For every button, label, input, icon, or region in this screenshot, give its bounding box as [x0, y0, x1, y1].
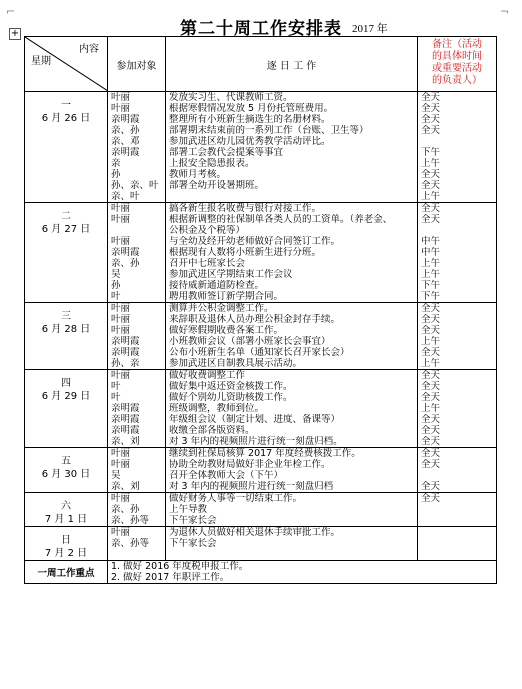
- time-note: 全天: [421, 381, 441, 392]
- participant-line: 亲、孙: [111, 125, 140, 136]
- participant-line: 亲明霞: [111, 425, 140, 436]
- date-label: 6 月 29 日: [41, 391, 91, 402]
- work-item: 根据新调整的社保制单各类人员的工资单。（养老金、: [169, 214, 393, 225]
- participant-line: 叶丽: [111, 92, 131, 103]
- work-cell: [166, 493, 418, 527]
- spacer: [25, 448, 107, 455]
- work-item: 继续到社保局核算 2017 年度经费核拨工作。: [169, 448, 361, 459]
- participant-line: 孙: [111, 280, 121, 291]
- participant-line: 叶丽: [111, 236, 131, 247]
- weekday-cell: [25, 527, 108, 561]
- work-item: 参加武进区自制教具展示活动。: [169, 358, 303, 369]
- work-item: 与全幼及经开幼老师做好合同签订工作。: [169, 236, 341, 247]
- note-header-line: 的具体时间: [432, 51, 482, 62]
- participant-line: 亲: [111, 158, 121, 169]
- work-item: 上午导教: [169, 504, 208, 515]
- participant-line: 亲、叶: [111, 191, 140, 202]
- work-item: 部署全幼开设暑期班。: [169, 180, 265, 191]
- key-work-row: [25, 561, 497, 584]
- participant-line: 亲、孙: [111, 504, 140, 515]
- spacer: [25, 370, 107, 377]
- weekday-cell: [25, 203, 108, 303]
- work-item: 接待威新通道防检查。: [169, 280, 265, 291]
- participant-line: 叶: [111, 291, 121, 302]
- time-note: 全天: [421, 314, 441, 325]
- time-note: 全天: [421, 169, 441, 180]
- spacer: [25, 527, 107, 534]
- weekday-label: 日: [61, 535, 71, 546]
- time-note: 上午: [421, 191, 441, 202]
- margin-mark-top-left: ⌐: [6, 5, 16, 18]
- time-note: 下午: [421, 291, 441, 302]
- spacer: [25, 92, 107, 99]
- work-item: 整理所有小班新生摘选生的名册材料。: [169, 114, 331, 125]
- weekday-label: 二: [61, 211, 71, 222]
- participant-line: 叶丽: [111, 214, 131, 225]
- work-header: 逐 日 工 作: [166, 37, 418, 92]
- participant-line: 叶: [111, 392, 121, 403]
- participant-line: 亲明霞: [111, 147, 140, 158]
- corner-weekday-label: 星期: [31, 56, 51, 67]
- day-row: [25, 527, 497, 561]
- work-item: [169, 191, 417, 202]
- time-note: 全天: [421, 125, 441, 136]
- participants-cell: [108, 203, 166, 303]
- participant-line: 孙、亲、叶: [111, 180, 159, 191]
- time-note: 全天: [421, 459, 441, 470]
- work-item: 发放实习生、代课教师工资。: [169, 92, 293, 103]
- work-item: 做好集中返还资金核拨工作。: [169, 381, 293, 392]
- time-note: 下午: [421, 147, 441, 158]
- time-note: 上午: [421, 358, 441, 369]
- work-item: 收缴全部各版资料。: [169, 425, 255, 436]
- spacer: [25, 203, 107, 210]
- participant-line: [111, 225, 165, 236]
- participant-line: 亲、孙等: [111, 538, 150, 549]
- participants-cell: [108, 92, 166, 203]
- time-note: 全天: [421, 425, 441, 436]
- day-row: [25, 203, 497, 303]
- spacer: [25, 493, 107, 500]
- participant-line: 亲明霞: [111, 347, 140, 358]
- time-note: 全天: [421, 114, 441, 125]
- participant-line: 叶丽: [111, 493, 131, 504]
- participants-cell: [108, 370, 166, 448]
- work-item: 公布小班新生名单（通知家长召开家长会）: [169, 347, 350, 358]
- work-cell: [166, 303, 418, 370]
- key-work-label: 一周工作重点: [25, 561, 108, 584]
- weekday-label: 四: [61, 378, 71, 389]
- work-item: 测算并公积金调整工作。: [169, 303, 274, 314]
- time-note: 上午: [421, 403, 441, 414]
- participant-line: 吴: [111, 470, 121, 481]
- participants-cell: [108, 303, 166, 370]
- work-item: 为退休人员做好相关退休手续审批工作。: [169, 527, 341, 538]
- work-item: 召开中七班家长会: [169, 258, 246, 269]
- note-header-line: 或重要活动: [432, 63, 482, 74]
- work-item: 参加武进区学期结束工作会议: [169, 269, 293, 280]
- time-note: 全天: [421, 392, 441, 403]
- time-note: 全天: [421, 92, 441, 103]
- note-cell: [418, 448, 497, 493]
- time-note: 全天: [421, 303, 441, 314]
- work-item: 班级调整，教师到位。: [169, 403, 265, 414]
- work-item: 对 3 年内的视频照片进行统一刻盘归档。: [169, 436, 343, 447]
- work-item: 下午家长会: [169, 538, 217, 549]
- work-item: 搞各新生报名收费与银行对接工作。: [169, 203, 322, 214]
- participant-line: 亲明霞: [111, 403, 140, 414]
- time-note: 全天: [421, 214, 441, 225]
- participant-line: 亲明霞: [111, 414, 140, 425]
- header-row: [25, 37, 497, 92]
- time-note: [421, 527, 496, 538]
- participant-line: 亲、刘: [111, 481, 140, 492]
- weekday-label: 六: [61, 501, 71, 512]
- time-note: 全天: [421, 347, 441, 358]
- work-cell: [166, 448, 418, 493]
- time-note: 全天: [421, 436, 441, 447]
- work-item: 年级组会议（制定计划、进度、备课等）: [169, 414, 341, 425]
- date-label: 7 月 2 日: [44, 548, 88, 559]
- work-item: 公积金及个税等）: [169, 225, 246, 236]
- participant-line: 亲明霞: [111, 336, 140, 347]
- participant-line: 叶: [111, 381, 121, 392]
- participants-cell: [108, 448, 166, 493]
- time-note: 全天: [421, 481, 441, 492]
- spacer: [25, 303, 107, 310]
- time-note: [421, 136, 496, 147]
- work-item: 上报安全隐患报表。: [169, 158, 255, 169]
- note-cell: [418, 370, 497, 448]
- day-row: [25, 92, 497, 203]
- participant-line: 亲、孙: [111, 258, 140, 269]
- work-item: 小班教师会议（部署小班家长会事宜）: [169, 336, 331, 347]
- date-label: 6 月 28 日: [41, 324, 91, 335]
- work-item: 对 3 年内的视频照片进行统一刻盘归档: [169, 481, 334, 492]
- time-note: 上午: [421, 258, 441, 269]
- work-item: 来辞职及退休人员办理公积金封存手续。: [169, 314, 341, 325]
- participant-line: 亲明霞: [111, 114, 140, 125]
- participant-line: 叶丽: [111, 203, 131, 214]
- work-item: 做好个别幼儿资助核拨工作。: [169, 392, 293, 403]
- time-note: 下午: [421, 280, 441, 291]
- table-move-handle-icon[interactable]: +: [10, 28, 20, 39]
- work-item: 下午家长会: [169, 515, 217, 526]
- note-cell: [418, 203, 497, 303]
- time-note: [421, 225, 496, 236]
- corner-content-label: 内容: [79, 44, 99, 55]
- weekday-label: 五: [61, 456, 71, 467]
- participant-line: 亲、刘: [111, 436, 140, 447]
- participant-line: 叶丽: [111, 448, 131, 459]
- day-row: [25, 448, 497, 493]
- participant-line: 孙: [111, 169, 121, 180]
- time-note: [421, 515, 496, 526]
- participants-cell: [108, 527, 166, 561]
- participant-line: 亲、孙等: [111, 515, 150, 526]
- work-cell: [166, 527, 418, 561]
- work-cell: [166, 370, 418, 448]
- time-note: [421, 538, 496, 549]
- key-work-cell: [108, 561, 497, 584]
- date-label: 7 月 1 日: [44, 514, 88, 525]
- participant-line: 叶丽: [111, 370, 131, 381]
- note-cell: [418, 493, 497, 527]
- participants-header: 参加对象: [108, 37, 166, 92]
- participant-line: 叶丽: [111, 325, 131, 336]
- time-note: 上午: [421, 158, 441, 169]
- work-item: 根据寒假情况发放 5 月份托管班费用。: [169, 103, 334, 114]
- work-cell: [166, 92, 418, 203]
- key-work-item: 1. 做好 2016 年度税申报工作。: [111, 561, 249, 572]
- time-note: 中午: [421, 247, 441, 258]
- time-note: 中午: [421, 236, 441, 247]
- work-item: 做好收费调整工作: [169, 370, 246, 381]
- time-note: [421, 470, 496, 481]
- time-note: 全天: [421, 180, 441, 191]
- time-note: [421, 504, 496, 515]
- participant-line: 叶丽: [111, 459, 131, 470]
- participant-line: 亲、邓: [111, 136, 140, 147]
- day-row: [25, 370, 497, 448]
- corner-header-cell: [25, 37, 108, 92]
- work-item: 教师月考核。: [169, 169, 227, 180]
- time-note: 全天: [421, 325, 441, 336]
- note-cell: [418, 92, 497, 203]
- note-header-line: 备注（活动: [432, 39, 482, 50]
- work-item: 部署期末结束前的一系列工作（台账、卫生等）: [169, 125, 369, 136]
- date-label: 6 月 26 日: [41, 113, 91, 124]
- participant-line: 亲明霞: [111, 247, 140, 258]
- year-label: 2017 年: [352, 23, 388, 35]
- note-header: [418, 37, 497, 92]
- key-work-item: 2. 做好 2017 年职评工作。: [111, 572, 230, 583]
- weekday-label: 一: [61, 100, 71, 111]
- day-row: [25, 493, 497, 527]
- time-note: 全天: [421, 103, 441, 114]
- participant-line: 叶丽: [111, 303, 131, 314]
- time-note: 全天: [421, 448, 441, 459]
- weekday-cell: [25, 370, 108, 448]
- work-item: 做好财务人事等一切结束工作。: [169, 493, 303, 504]
- participant-line: 叶丽: [111, 314, 131, 325]
- day-row: [25, 303, 497, 370]
- work-item: 根据现有人数将小班新生进行分班。: [169, 247, 322, 258]
- work-item: 聘用教师签订新学期合同。: [169, 291, 284, 302]
- date-label: 6 月 30 日: [41, 469, 91, 480]
- participant-line: 叶丽: [111, 103, 131, 114]
- weekday-label: 三: [61, 311, 71, 322]
- work-item: 做好寒假期收费各案工作。: [169, 325, 284, 336]
- work-cell: [166, 203, 418, 303]
- weekday-cell: [25, 493, 108, 527]
- note-header-line: 的负责人）: [432, 75, 482, 86]
- time-note: 上午: [421, 269, 441, 280]
- participants-cell: [108, 493, 166, 527]
- time-note: 全天: [421, 493, 441, 504]
- participant-line: 孙、亲: [111, 358, 140, 369]
- work-item: 协助全幼教财局做好非企业年检工作。: [169, 459, 331, 470]
- schedule-table: [24, 36, 497, 584]
- work-item: 召开全体教师大会（下午）: [169, 470, 284, 481]
- work-item: 部署工会教代会提案等事宜: [169, 147, 284, 158]
- time-note: 上午: [421, 336, 441, 347]
- date-label: 6 月 27 日: [41, 224, 91, 235]
- note-cell: [418, 303, 497, 370]
- time-note: 全天: [421, 203, 441, 214]
- time-note: 全天: [421, 414, 441, 425]
- page-title: 第二十周工作安排表: [180, 19, 342, 39]
- work-item: 参加武进区幼儿园优秀教学活动评比。: [169, 136, 331, 147]
- weekday-cell: [25, 92, 108, 203]
- weekday-cell: [25, 448, 108, 493]
- note-cell: [418, 527, 497, 561]
- time-note: 全天: [421, 370, 441, 381]
- participant-line: 叶丽: [111, 527, 131, 538]
- participant-line: 吴: [111, 269, 121, 280]
- margin-mark-top-right: ¬: [500, 5, 510, 18]
- weekday-cell: [25, 303, 108, 370]
